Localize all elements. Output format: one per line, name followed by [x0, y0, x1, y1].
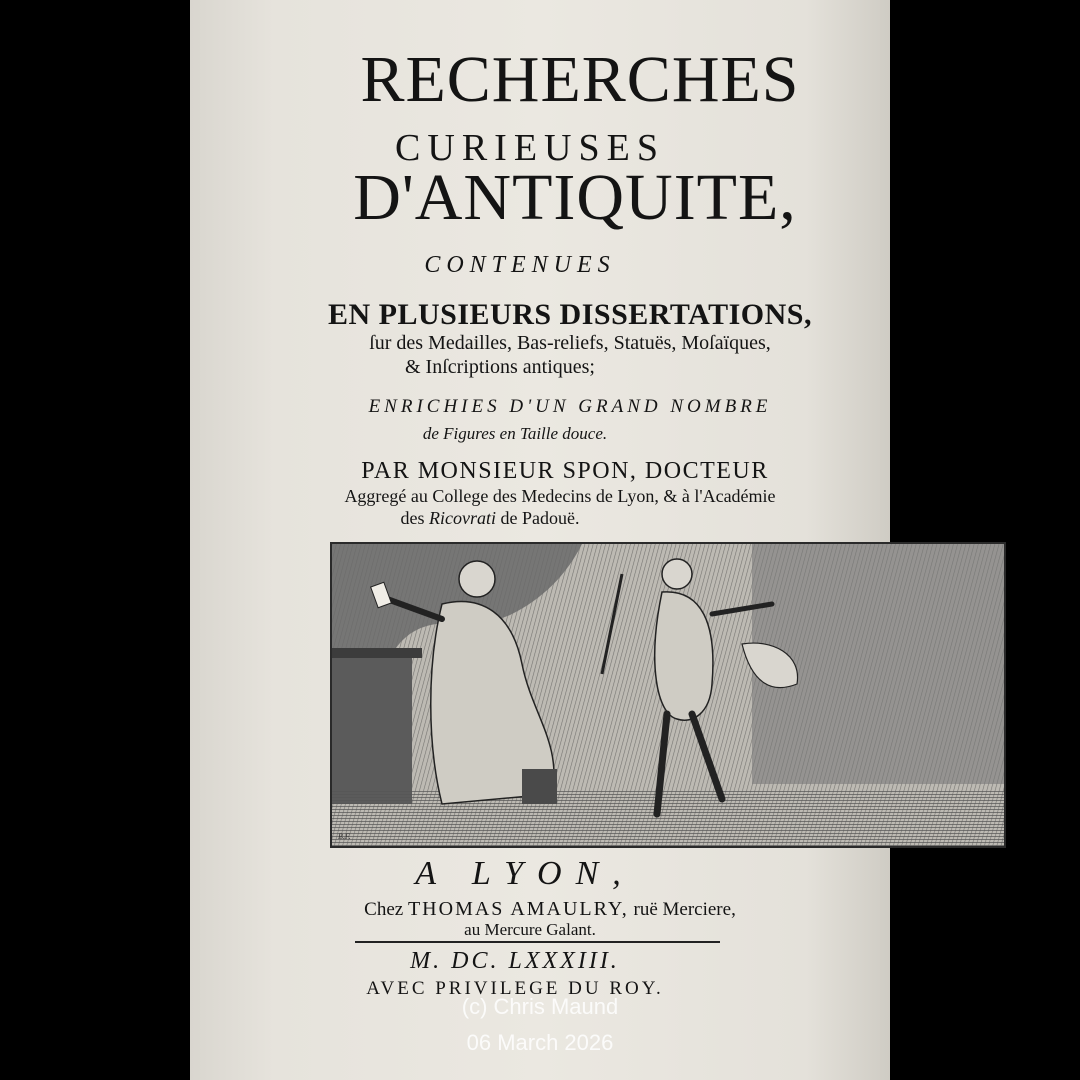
ricovrati-name: Ricovrati	[429, 508, 496, 528]
engraving-illustration	[330, 542, 1006, 848]
inscriptions-line: & Inſcriptions antiques;	[405, 356, 595, 378]
author-line: PAR MONSIEUR SPON, DOCTEUR	[361, 458, 769, 484]
affiliation-prefix: des	[400, 508, 430, 528]
affiliation-line-1: Aggregé au College des Medecins de Lyon, & à l'Académie	[344, 486, 776, 506]
title-line-recherches: RECHERCHES	[360, 43, 800, 116]
title-page	[190, 0, 890, 1080]
affiliation-suffix: de Padouë.	[496, 508, 580, 528]
subjects-line: ſur des Medailles, Bas-reliefs, Statuës, Moſaïques,	[369, 332, 771, 354]
affiliation-line-2	[290, 508, 690, 529]
privilege-line: AVEC PRIVILEGE DU ROY.	[366, 978, 664, 999]
date-watermark: 06 March 2026	[466, 1030, 614, 1055]
publisher-sign-line: au Mercure Galant.	[464, 920, 596, 939]
divider-rule	[355, 941, 720, 943]
publisher-name: THOMAS AMAULRY,	[407, 898, 629, 920]
publisher-suffix: ruë Merciere,	[628, 899, 736, 920]
publisher-line	[290, 898, 810, 921]
year-line: M. DC. LXXXIII.	[410, 948, 620, 974]
contenues-line: CONTENUES	[424, 252, 616, 278]
title-line-curieuses: CURIEUSES	[395, 127, 665, 169]
figures-line: de Figures en Taille douce.	[422, 424, 608, 443]
place-line: A LYON,	[415, 855, 635, 892]
engraver-signature: B.F.	[338, 832, 351, 841]
copyright-watermark: (c) Chris Maund	[461, 994, 619, 1019]
title-line-antiquite: D'ANTIQUITE,	[353, 161, 797, 234]
enrichies-line: ENRICHIES D'UN GRAND NOMBRE	[368, 396, 772, 417]
publisher-prefix: Chez	[364, 899, 408, 920]
dissertations-line: EN PLUSIEURS DISSERTATIONS,	[328, 298, 812, 331]
